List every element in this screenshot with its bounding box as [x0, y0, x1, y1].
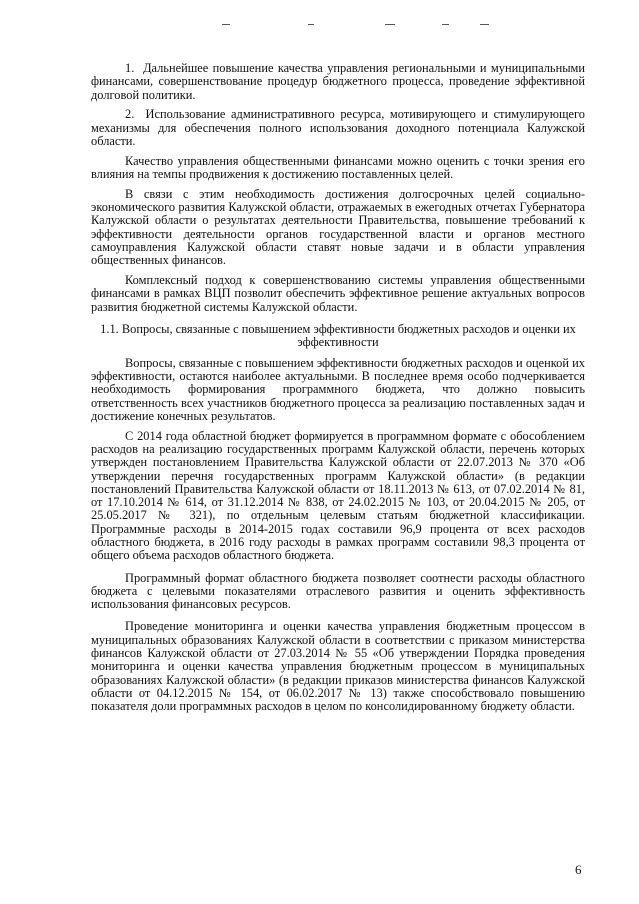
paragraph: Качество управления общественными финансами можно оценить с точки зрения его влияния на темпы продвижения к достижению поставленных целей.	[91, 153, 585, 182]
section-heading: 1.1. Вопросы, связанные с повышением эффективности бюджетных расходов и оценки их эффективности	[100, 322, 576, 350]
paragraph: Вопросы, связанные с повышением эффективности бюджетных расходов и оценкой их эффективности, остаются наиболее актуальными. В последнее время особо подчеркивается необходимость формирования программного бюджета, что должно повысить ответственность всех участников бюджетного процесса за реализацию поставленных задач и достижение конечных результатов.	[91, 355, 585, 423]
paragraph-list-item-2: 2. Использование административного ресурса, мотивирующего и стимулирующего механизмы для обеспечения полного использования доходного потенциала Калужской области.	[91, 107, 585, 148]
paragraph: В связи с этим необходимость достижения долгосрочных целей социально-экономического развития Калужской области, отражаемых в ежегодных отчетах Губернатора Калужской области о результатах деятельности Правительства, повышение требований к эффективности деятельности органов государственной власти и органов местного самоуправления Калужской области ставят новые задачи и в области управления общественных финансов.	[91, 186, 585, 268]
paragraph: Комплексный подход к совершенствованию системы управления общественными финансами в рамках ВЦП позволит обеспечить эффективное решение актуальных вопросов развития бюджетной системы Калужской области.	[91, 273, 585, 314]
paragraph-list-item-1: 1. Дальнейшее повышение качества управления региональными и муниципальными финансами, совершенствование процедур бюджетного процесса, проведение эффективной долговой политики.	[91, 61, 585, 102]
scan-artifact-marks	[180, 22, 520, 28]
paragraph: С 2014 года областной бюджет формируется в программном формате с обособлением расходов на реализацию государственных программ Калужской области, перечень которых утвержден постановлением Правительства Калужской области от 22.07.2013 № 370 «Об утверждении перечня государственных программ Калужской области» (в редакции постановлений Правительства Калужской области от 18.11.2013 № 613, от 07.02.2014 № 81, от 17.10.2014 № 614, от 31.12.2014 № 838, от 24.02.2015 № 103, от 20.04.2015 № 205, от 25.05.2017 № 321), по отдельным целевым статьям бюджетной классификации. Программные расходы в 2014-2015 годах составили 96,9 процента от всех расходов областного бюджета, в 2016 году расходы в рамках программ составили 98,3 процента от общего объема расходов областного бюджета.	[91, 428, 585, 563]
document-body	[91, 62, 585, 720]
page-number: 6	[575, 862, 582, 877]
paragraph: Программный формат областного бюджета позволяет соотнести расходы областного бюджета с целевыми показателями отраслевого развития и оценить эффективность использования финансовых ресурсов.	[91, 570, 585, 612]
paragraph: Проведение мониторинга и оценки качества управления бюджетным процессом в муниципальных образованиях Калужской области в соответствии с приказом министерства финансов Калужской области от 27.03.2014 № 55 «Об утверждении Порядка проведения мониторинга и оценки качества управления бюджетным процессом в муниципальных образованиях Калужской области» (в редакции приказов министерства финансов Калужской области от 04.12.2015 № 154, от 06.02.2017 № 13) также способствовало повышению показателя доли программных расходов в целом по консолидированному бюджету области.	[91, 619, 585, 714]
